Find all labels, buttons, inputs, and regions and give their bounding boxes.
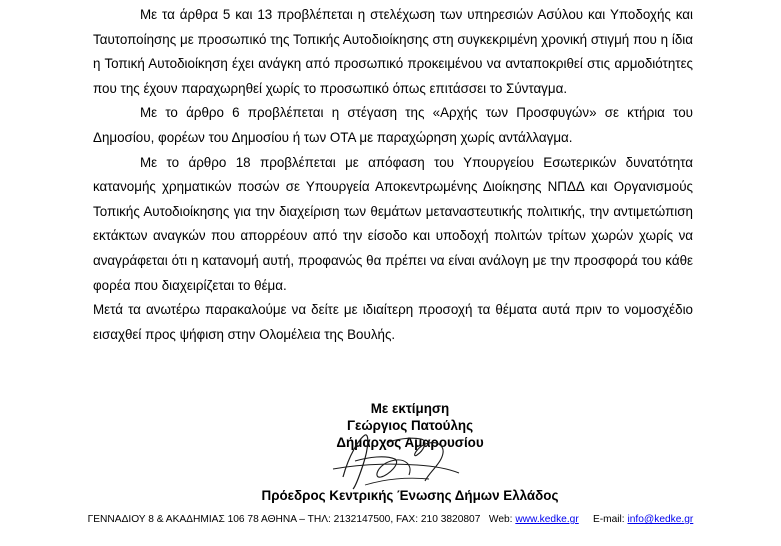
signatory-name: Γεώργιος Πατούλης — [346, 418, 474, 433]
paragraph-articles-5-13: Με τα άρθρα 5 και 13 προβλέπεται η στελέχωση των υπηρεσιών Ασύλου και Υποδοχής και Ταυτοποίησης με προσωπικό της Τοπικής Αυτοδιοίκησης στη συγκεκριμένη χρονική στιγμή που η ίδια η Τοπική Αυτοδιοίκηση έχει ανάγκη από προσωπικό προκειμένου να ανταποκριθεί στις αρμοδιότητες που της έχουν παραχωρηθεί χωρίς το προσωπικό όπως επιτάσσει το Σύνταγμα. — [93, 7, 693, 96]
signatory-title: Δήμαρχος Αμαρουσίου — [336, 435, 484, 450]
signatory-role: Πρόεδρος Κεντρικής Ένωσης Δήμων Ελλάδος — [261, 488, 559, 503]
footer-address: ΓΕΝΝΑΔΙΟΥ 8 & ΑΚΑΔΗΜΙΑΣ 106 78 ΑΘΗΝΑ – ΤΗΛ: 2132147500, FAX: 210 3820807 — [87, 514, 481, 525]
paragraph-article-6: Με το άρθρο 6 προβλέπεται η στέγαση της «Αρχής των Προσφυγών» σε κτήρια του Δημοσίου, φορέων του Δημοσίου ή των ΟΤΑ με παραχώρηση χωρίς αντάλλαγμα. — [93, 105, 693, 145]
letter-body — [93, 3, 693, 347]
footer-contact — [0, 513, 781, 527]
paragraph-closing-request: Μετά τα ανωτέρω παρακαλούμε να δείτε με ιδιαίτερη προσοχή τα θέματα αυτά πριν το νομοσχέδιο εισαχθεί προς ψήφιση στην Ολομέλεια της Βουλής. — [93, 302, 693, 342]
footer-email-label: E-mail: — [592, 514, 625, 525]
handwritten-signature — [325, 425, 465, 493]
signature-closing: Με εκτίμηση — [370, 401, 450, 416]
footer-web-label: Web: — [488, 514, 513, 525]
paragraph-article-18: Με το άρθρο 18 προβλέπεται με απόφαση του Υπουργείου Εσωτερικών δυνατότητα κατανομής χρηματικών ποσών σε Υπουργεία Αποκεντρωμένης Διοίκησης ΝΠΔΔ και Οργανισμούς Τοπικής Αυτοδιοίκησης για την διαχείριση των θεμάτων μεταναστευτικής πολιτικής, την αντιμετώπιση εκτάκτων αναγκών που απορρέουν από την είσοδο και υποδοχή πολιτών τρίτων χωρών χωρίς να αναγράφεται ότι η κατανομή αυτή, προφανώς θα πρέπει να είναι ανάλογη με την προσφορά του κάθε φορέα που διαχειρίζεται το θέμα. — [93, 154, 693, 293]
footer-email-link[interactable]: info@kedke.gr — [627, 514, 694, 525]
footer-web-link[interactable]: www.kedke.gr — [515, 514, 579, 525]
